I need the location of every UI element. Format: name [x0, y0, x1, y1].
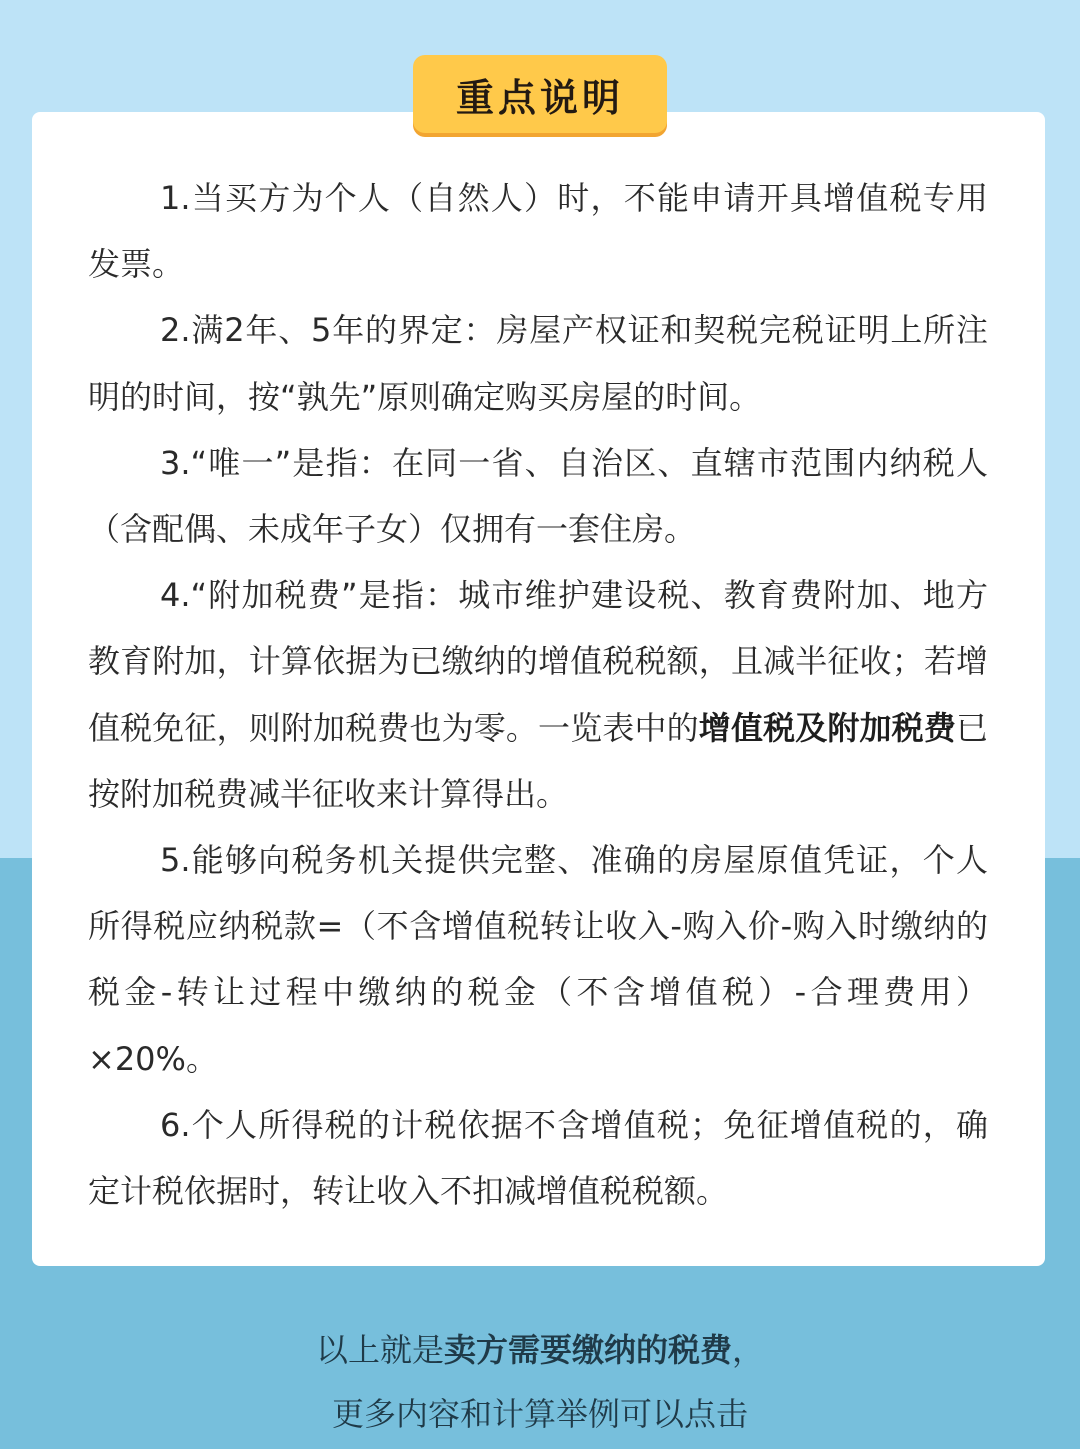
footer-line-1-post: ，: [732, 1331, 765, 1369]
note-6: 6.个人所得税的计税依据不含增值税；免征增值税的，确定计税依据时，转让收入不扣减增值税税额。: [88, 1105, 988, 1211]
footer-text: [0, 1318, 1080, 1446]
footer-line-1-emphasis: 卖方需要缴纳的税费: [443, 1331, 732, 1369]
footer-line-1-pre: 以上就是: [315, 1331, 444, 1369]
note-4-highlight: 增值税及附加税费: [698, 708, 956, 747]
note-4: [88, 562, 988, 827]
notes-content: [88, 165, 988, 1224]
note-1: 1.当买方为个人（自然人）时，不能申请开具增值税专用发票。: [88, 179, 988, 284]
footer-line-1: [0, 1318, 1080, 1382]
note-4-text-b: 已按附加税费减半征收来计算得出。: [88, 708, 988, 813]
footer-line-2: 更多内容和计算举例可以点击: [331, 1395, 748, 1433]
note-4-text-a: 4.“附加税费”是指：城市维护建设税、教育费附加、地方教育附加，计算依据为已缴纳的增值税税额，且减半征收；若增值税免征，则附加税费也为零。一览表中的: [88, 576, 988, 747]
note-5: 5.能够向税务机关提供完整、准确的房屋原值凭证，个人所得税应纳税款=（不含增值税转让收入-购入价-购入时缴纳的税金-转让过程中缴纳的税金（不含增值税）-合理费用）×20%。: [88, 841, 988, 1078]
section-title-badge: 重点说明: [413, 55, 667, 133]
note-3: 3.“唯一”是指：在同一省、自治区、直辖市范围内纳税人（含配偶、未成年子女）仅拥有一套住房。: [88, 443, 988, 549]
note-2: 2.满2年、5年的界定：房屋产权证和契税完税证明上所注明的时间，按“孰先”原则确定购买房屋的时间。: [88, 311, 988, 416]
